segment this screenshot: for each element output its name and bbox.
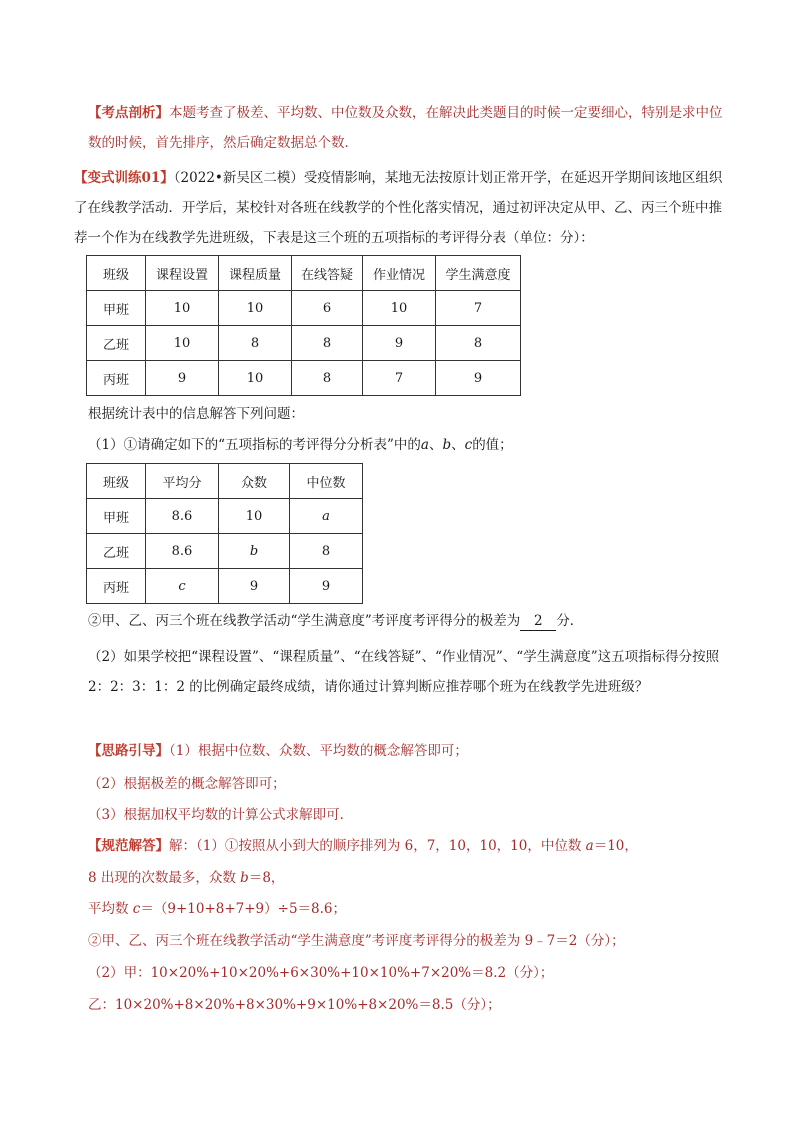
table-cell: 丙班 — [87, 569, 146, 604]
table-cell: 8 — [292, 361, 363, 396]
table-header-cell: 班级 — [87, 256, 146, 291]
question-1-suffix: 的值； — [472, 437, 513, 453]
table-cell: 8.6 — [146, 534, 219, 569]
var-b: b — [442, 437, 452, 453]
question-intro: 根据统计表中的信息解答下列问题： — [88, 406, 304, 422]
table-cell: 9 — [146, 361, 219, 396]
solution-line-6: 乙：10×20%+8×20%+8×30%+9×10%+8×20%＝8.5（分）； — [88, 997, 501, 1013]
hint-line-3: （3）根据加权平均数的计算公式求解即可． — [88, 807, 354, 823]
var-a: a — [585, 838, 594, 854]
exercise-text: （2022•新吴区二模）受疫情影响，某地无法按原计划正常开学，在延迟开学期间该地区组织了在线教学活动．开学后，某校针对各班在线教学的个性化落实情况，通过初评决定从甲、乙、丙三个班中推荐一个作为在线教学先进班级，下表是这三个班的五项指标的考评得分表（单位：分）： — [74, 170, 723, 246]
question-1b-suffix: 分． — [556, 613, 584, 629]
table-row — [87, 326, 521, 361]
table-cell: b — [219, 534, 290, 569]
table-cell: 10 — [219, 499, 290, 534]
table-cell: 6 — [292, 291, 363, 326]
hint-line-2: （2）根据极差的概念解答即可； — [88, 776, 286, 792]
question-1-part-2 — [88, 606, 728, 636]
table-cell: 7 — [436, 291, 521, 326]
table-header-cell: 课程质量 — [219, 256, 292, 291]
table-cell: 8 — [292, 326, 363, 361]
table-header-cell: 平均分 — [146, 464, 219, 499]
solution-line-5: （2）甲：10×20%+10×20%+6×30%+10×10%+7×20%＝8.2（分）； — [88, 965, 554, 981]
solution-line-4: ②甲、乙、丙三个班在线教学活动“学生满意度”考评度考评得分的极差为 9﹣7＝2（分）； — [88, 933, 625, 949]
question-1-sep: 、 — [428, 437, 443, 453]
table-cell: 10 — [219, 291, 292, 326]
exercise-paragraph — [74, 163, 734, 253]
table-cell: 8 — [219, 326, 292, 361]
solution-text: ＝8， — [248, 870, 285, 886]
score-table — [86, 255, 521, 396]
table-cell: 8 — [436, 326, 521, 361]
hint-line-1 — [88, 736, 728, 766]
table-cell: 9 — [219, 569, 290, 604]
table-row — [87, 291, 521, 326]
table-cell: 10 — [219, 361, 292, 396]
table-header-cell: 中位数 — [290, 464, 363, 499]
solution-text: 8 出现的次数最多，众数 — [88, 870, 241, 886]
table-cell: 10 — [363, 291, 436, 326]
solution-line-1 — [88, 831, 728, 861]
table-row — [87, 361, 521, 396]
table-row — [87, 569, 363, 604]
exercise-tag: 【变式训练01】 — [74, 170, 174, 186]
hint-text: （1）根据中位数、众数、平均数的概念解答即可； — [169, 743, 468, 759]
answer-blank: 2 — [520, 612, 556, 631]
table-cell: 10 — [146, 291, 219, 326]
table-cell: 乙班 — [87, 534, 146, 569]
solution-tag: 【规范解答】 — [88, 838, 169, 854]
table-header-cell: 在线答疑 — [292, 256, 363, 291]
table-cell: 9 — [290, 569, 363, 604]
analysis-text: 本题考查了极差、平均数、中位数及众数，在解决此类题目的时候一定要细心，特别是求中位数的时候，首先排序，然后确定数据总个数． — [88, 105, 723, 151]
table-cell: 9 — [363, 326, 436, 361]
analysis-paragraph — [88, 98, 728, 158]
table-row — [87, 499, 363, 534]
hint-tag: 【思路引导】 — [88, 743, 169, 759]
analysis-table — [86, 463, 363, 604]
table-row — [87, 534, 363, 569]
table-cell: 甲班 — [87, 291, 146, 326]
table-cell: 7 — [363, 361, 436, 396]
question-2: （2）如果学校把“课程设置”、“课程质量”、“在线答疑”、“作业情况”、“学生满意度”这五项指标得分按照 2：2：3：1：2 的比例确定最终成绩，请你通过计算判断应推荐哪个班为在线教学先进班级？ — [88, 649, 720, 695]
solution-line-2 — [88, 863, 728, 893]
solution-text: 平均数 — [88, 901, 133, 917]
question-1-sep: 、 — [451, 437, 465, 453]
var-a: a — [420, 437, 429, 453]
table-header-cell: 学生满意度 — [436, 256, 521, 291]
table-header-cell: 作业情况 — [363, 256, 436, 291]
question-1b-prefix: ②甲、乙、丙三个班在线教学活动“学生满意度”考评度考评得分的极差为 — [88, 613, 521, 629]
table-header-cell: 众数 — [219, 464, 290, 499]
var-c: c — [464, 437, 473, 453]
table-cell: 8 — [290, 534, 363, 569]
question-1 — [88, 430, 728, 460]
question-1-prefix: （1）①请确定如下的“五项指标的考评得分分析表”中的 — [88, 437, 421, 453]
table-cell: 10 — [146, 326, 219, 361]
table-cell: 8.6 — [146, 499, 219, 534]
table-header-row — [87, 464, 363, 499]
table-cell: c — [146, 569, 219, 604]
table-cell: 9 — [436, 361, 521, 396]
table-cell: 乙班 — [87, 326, 146, 361]
solution-line-3 — [88, 894, 728, 924]
table-cell: 丙班 — [87, 361, 146, 396]
solution-text: ＝10， — [593, 838, 638, 854]
table-header-cell: 班级 — [87, 464, 146, 499]
var-b: b — [240, 870, 249, 886]
table-header-row — [87, 256, 521, 291]
table-header-cell: 课程设置 — [146, 256, 219, 291]
solution-text: 解：（1）①按照从小到大的顺序排列为 6，7，10，10，10，中位数 — [169, 838, 586, 854]
table-cell: 甲班 — [87, 499, 146, 534]
analysis-tag: 【考点剖析】 — [88, 105, 169, 121]
solution-text: ＝（9+10+8+7+9）÷5＝8.6； — [140, 901, 347, 917]
var-c: c — [132, 901, 141, 917]
table-cell: a — [290, 499, 363, 534]
